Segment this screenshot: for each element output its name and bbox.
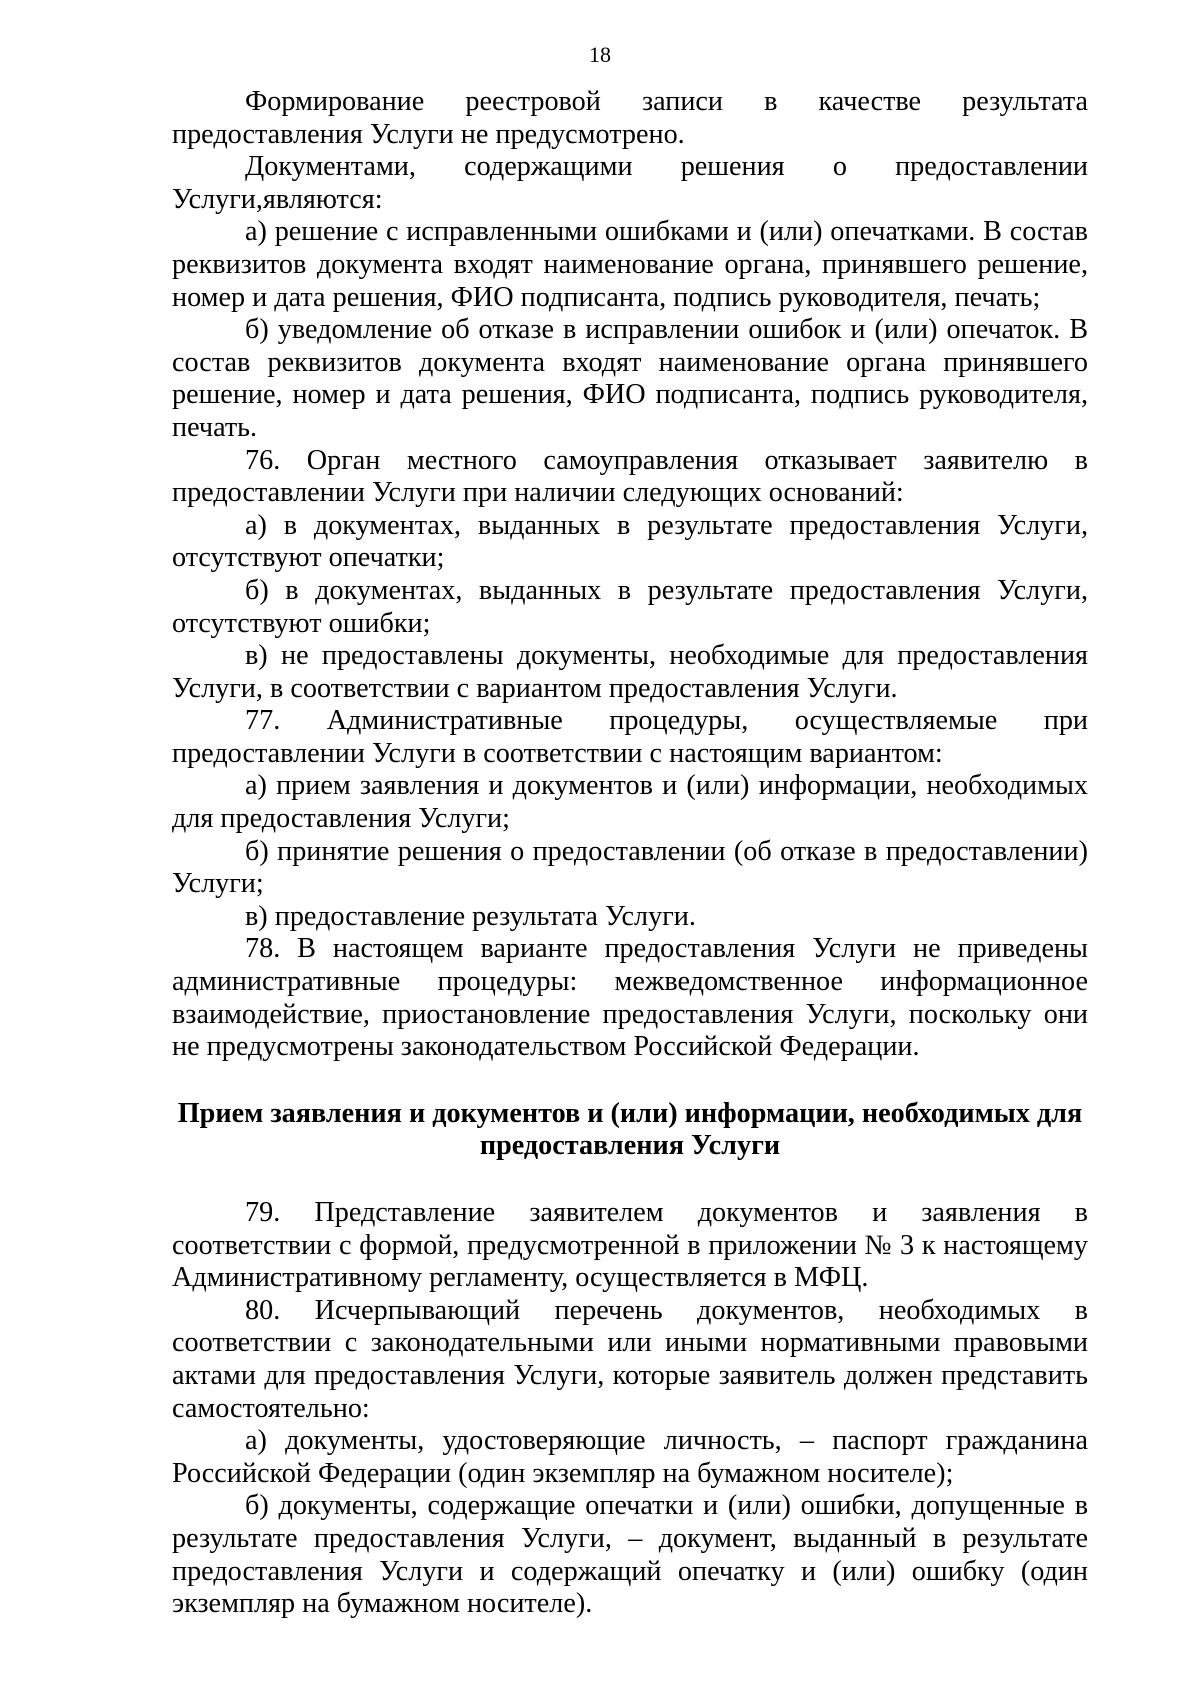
paragraph-76-a: а) в документах, выданных в результате предоставления Услуги, отсутствуют опечатки;	[172, 509, 1088, 574]
section-heading: Прием заявления и документов и (или) информации, необходимых для предоставления Услуги	[177, 1097, 1083, 1162]
paragraph-decision-documents: Документами, содержащими решения о предоставлении Услуги,являются:	[172, 151, 1088, 215]
paragraph-77: 77. Административные процедуры, осуществляемые при предоставлении Услуги в соответствии с настоящим вариантом:	[172, 705, 1088, 769]
paragraph-76-v: в) не предоставлены документы, необходимые для предоставления Услуги, в соответствии с вариантом предоставления Услуги.	[172, 640, 1088, 704]
paragraph-refusal-notice: б) уведомление об отказе в исправлении ошибок и (или) опечаток. В состав реквизитов документа входят наименование органа принявшего решение, номер и дата решения, ФИО подписанта, подпись руководителя, печать.	[172, 314, 1088, 443]
paragraph-77-b: б) принятие решения о предоставлении (об отказе в предоставлении) Услуги;	[172, 835, 1088, 900]
paragraph-76-b: б) в документах, выданных в результате предоставления Услуги, отсутствуют ошибки;	[172, 574, 1088, 639]
paragraph-80: 80. Исчерпывающий перечень документов, необходимых в соответствии с законодательными или иными нормативными правовыми актами для предоставления Услуги, которые заявитель должен представить самостоятельно:	[172, 1294, 1088, 1424]
paragraph-corrected-decision: а) решение с исправленными ошибками и (или) опечатками. В состав реквизитов документа входят наименование органа, принявшего решение, номер и дата решения, ФИО подписанта, подпись руководителя, печать;	[172, 216, 1088, 313]
paragraph-78: 78. В настоящем варианте предоставления Услуги не приведены административные процедуры: межведомственное информационное взаимодействие, приостановление предоставления Услуги, поскольку они не предусмотрены законодательством Российской Федерации.	[172, 933, 1088, 1063]
paragraph-registry-note: Формирование реестровой записи в качестве результата предоставления Услуги не предусмотрено.	[172, 86, 1088, 150]
paragraph-77-v: в) предоставление результата Услуги.	[245, 900, 696, 932]
page-number: 18	[589, 42, 611, 67]
paragraph-79: 79. Представление заявителем документов и заявления в соответствии с формой, предусмотренной в приложении № 3 к настоящему Административному регламенту, осуществляется в МФЦ.	[172, 1197, 1088, 1294]
document-body	[172, 86, 1088, 1621]
paragraph-80-b: б) документы, содержащие опечатки и (или) ошибки, допущенные в результате предоставления Услуги, – документ, выданный в результате предоставления Услуги и содержащий опечатку и (или) ошибку (один экземпляр на бумажном носителе).	[172, 1490, 1088, 1620]
paragraph-76: 76. Орган местного самоуправления отказывает заявителю в предоставлении Услуги при наличии следующих оснований:	[172, 444, 1088, 509]
paragraph-80-a: а) документы, удостоверяющие личность, – паспорт гражданина Российской Федерации (один экземпляр на бумажном носителе);	[172, 1425, 1088, 1489]
paragraph-77-a: а) прием заявления и документов и (или) информации, необходимых для предоставления Услуги;	[172, 770, 1088, 835]
